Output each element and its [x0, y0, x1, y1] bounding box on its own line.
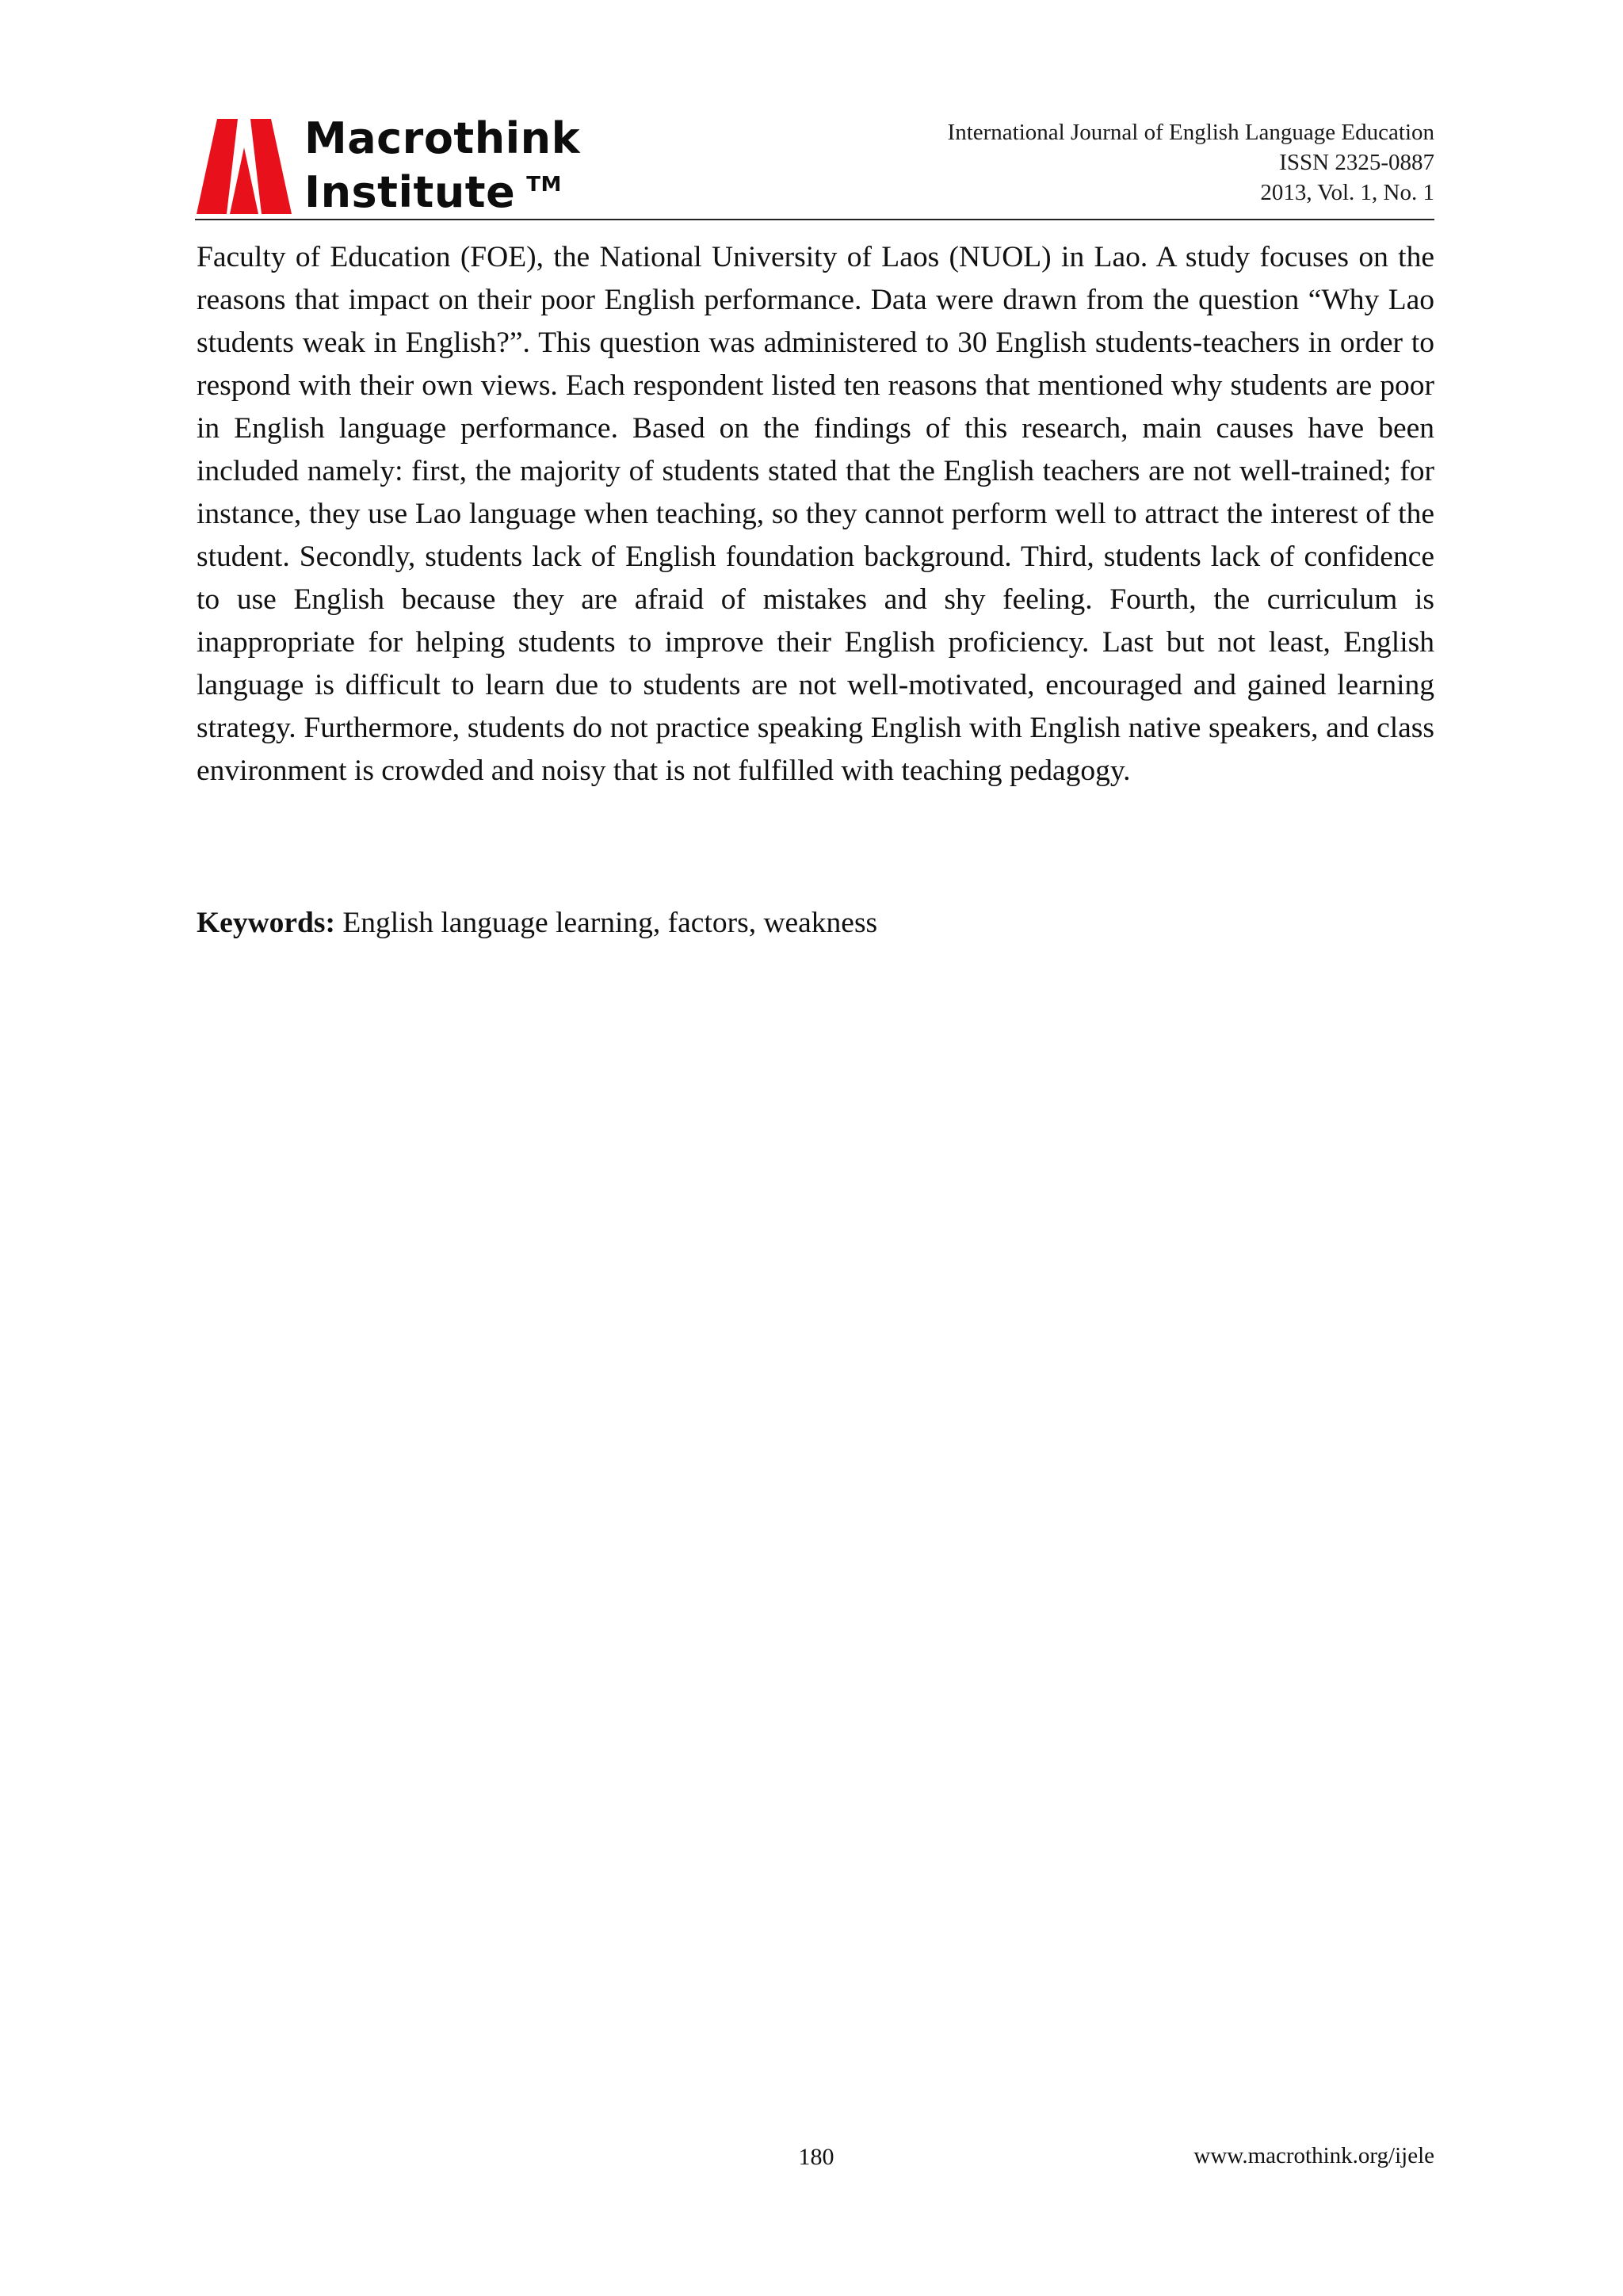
publisher-logo	[197, 113, 640, 217]
journal-issn: ISSN 2325-0887	[1279, 150, 1434, 175]
page-header	[197, 111, 1434, 222]
page-number: 180	[798, 2144, 834, 2170]
journal-volume: 2013, Vol. 1, No. 1	[1260, 180, 1434, 205]
keywords-list: English language learning, factors, weakness	[342, 907, 878, 939]
keywords	[197, 902, 1434, 945]
journal-title: International Journal of English Language Education	[947, 120, 1434, 145]
logo-line-2	[304, 162, 580, 216]
logo-line-1: Macrothink	[304, 113, 581, 163]
journal-url: www.macrothink.org/ijele	[1193, 2143, 1434, 2168]
abstract-text: Faculty of Education (FOE), the National University of Laos (NUOL) in Lao. A study focuses on the reasons that impact on their poor English performance. Data were drawn from the question “Why Lao students weak in English?”. This question was administered to 30 English students-teachers in order to respond with their own views. Each respondent listed ten reasons that mentioned why students are poor in English language performance. Based on the findings of this research, main causes have been included namely: first, the majority of students stated that the English teachers are not well-trained; for instance, they use Lao language when teaching, so they cannot perform well to attract the interest of the student. Secondly, students lack of English foundation background. Third, students lack of confidence to use English because they are afraid of mistakes and shy feeling. Fourth, the curriculum is inappropriate for helping students to improve their English proficiency. Last but not least, English language is difficult to learn due to students are not well-motivated, encouraged and gained learning strategy. Furthermore, students do not practice speaking English with English native speakers, and class environment is crowded and noisy that is not fulfilled with teaching pedagogy.	[197, 241, 1434, 787]
logo-trademark: TM	[526, 173, 562, 197]
keywords-label: Keywords:	[197, 907, 335, 939]
macrothink-logo-icon	[197, 119, 300, 214]
journal-info	[948, 117, 1434, 208]
logo-line-2-text: Institute	[304, 167, 516, 217]
header-divider	[195, 219, 1434, 220]
logo-wordmark	[304, 113, 581, 217]
